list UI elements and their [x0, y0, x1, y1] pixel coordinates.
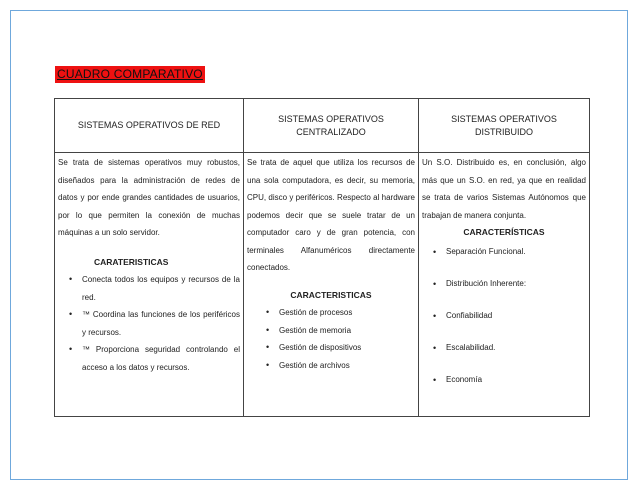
- comparison-table: [54, 98, 590, 417]
- centralizado-bullet: • Gestión de archivos: [259, 357, 415, 375]
- centralizado-description: Se trata de aquel que utiliza los recursos de una sola computadora, es decir, su memoria, CPU, disco y periféricos. Respecto al hardware podemos decir que se suele tratar de un computador caro y de gran potencia, con terminales Alfanuméricos directamente conectados.: [247, 158, 415, 272]
- distribuido-bullet: • Economía: [426, 364, 586, 396]
- distribuido-subheading: CARACTERÍSTICAS: [463, 227, 545, 237]
- centralizado-bullet-list: [247, 304, 415, 374]
- header-centralizado: SISTEMAS OPERATIVOS CENTRALIZADO: [244, 99, 419, 153]
- bullet-icon: •: [433, 246, 437, 257]
- header-row: [55, 99, 590, 153]
- distribuido-bullet: • Separación Funcional.: [426, 236, 586, 268]
- distribuido-bullet: • Distribución Inherente:: [426, 268, 586, 300]
- red-bullet-list: [58, 271, 240, 376]
- bullet-icon: •: [266, 307, 270, 317]
- header-distribuido: SISTEMAS OPERATIVOS DISTRIBUIDO: [419, 99, 590, 153]
- document-page: [10, 10, 628, 480]
- document-title: CUADRO COMPARATIVO: [57, 67, 203, 81]
- content-row: [55, 153, 590, 417]
- bullet-icon: •: [433, 278, 437, 289]
- bullet-icon: •: [69, 344, 73, 354]
- bullet-icon: •: [433, 310, 437, 321]
- red-bullet: • ™ Proporciona seguridad controlando el acceso a los datos y recursos.: [62, 341, 240, 376]
- header-red: SISTEMAS OPERATIVOS DE RED: [55, 99, 244, 153]
- bullet-icon: •: [266, 342, 270, 352]
- cell-distribuido: [419, 153, 590, 417]
- distribuido-bullet: • Confiabilidad: [426, 300, 586, 332]
- centralizado-bullet: • Gestión de procesos: [259, 304, 415, 322]
- red-subheading: CARATERISTICAS: [94, 256, 169, 267]
- cell-red: [55, 153, 244, 417]
- red-bullet: • Conecta todos los equipos y recursos de la red.: [62, 271, 240, 306]
- cell-centralizado: [244, 153, 419, 417]
- centralizado-bullet: • Gestión de memoria: [259, 322, 415, 340]
- bullet-icon: •: [69, 309, 73, 319]
- distribuido-description: Un S.O. Distribuido es, en conclusión, algo más que un S.O. en red, ya que en realidad se trata de varios Sistemas Autónomos que trabajan de manera conjunta.: [422, 158, 586, 220]
- red-description: Se trata de sistemas operativos muy robustos, diseñados para la administración de redes de datos y por ende grandes cantidades de usuarios, por lo que permiten la conexión de muchas máquinas a un solo servidor.: [58, 158, 240, 237]
- centralizado-bullet: • Gestión de dispositivos: [259, 339, 415, 357]
- bullet-icon: •: [266, 324, 270, 335]
- red-bullet: • ™ Coordina las funciones de los periféricos y recursos.: [62, 306, 240, 341]
- bullet-icon: •: [266, 359, 270, 370]
- bullet-icon: •: [69, 274, 73, 284]
- distribuido-bullet-list: [422, 236, 586, 396]
- bullet-icon: •: [433, 374, 437, 385]
- bullet-icon: •: [433, 342, 437, 353]
- distribuido-bullet: • Escalabilidad.: [426, 332, 586, 364]
- centralizado-subheading: CARACTERISTICAS: [290, 289, 372, 300]
